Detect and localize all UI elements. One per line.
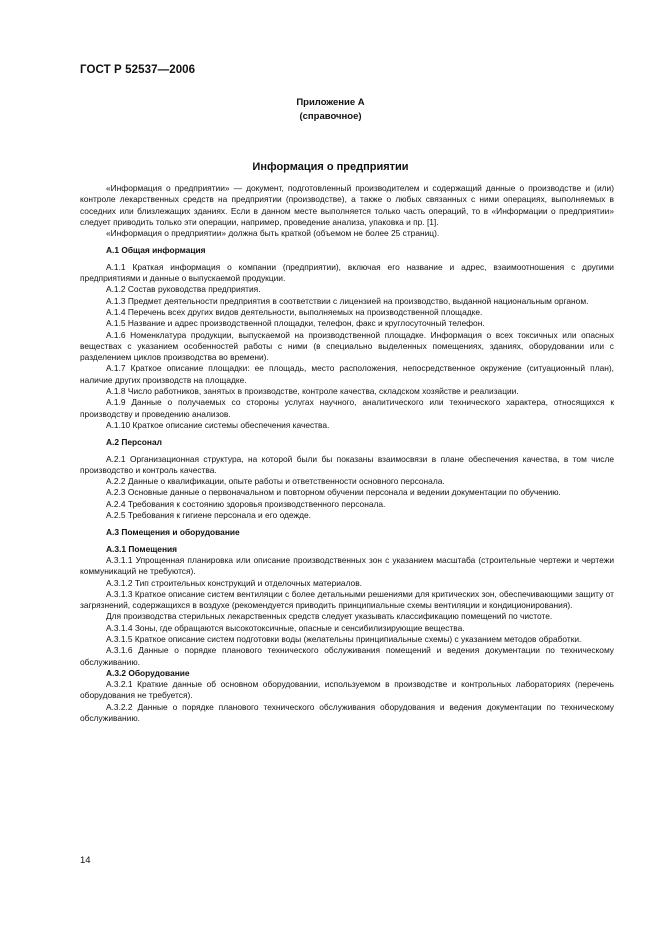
clause: А.1.2 Состав руководства предприятия. [106,284,261,295]
clause: А.2.2 Данные о квалификации, опыте работы и ответственности основного персонала. [106,476,445,487]
clause: А.1.8 Число работников, занятых в производстве, контроле качества, складском хозяйстве и реализации. [106,386,519,397]
clause: А.2.3 Основные данные о первоначальном и повторном обучении персонала и ведении документации по обучению. [106,487,561,498]
clause: А.3.1.2 Тип строительных конструкций и отделочных материалов. [106,577,362,588]
clause: А.1.3 Предмет деятельности предприятия в соответствии с лицензией на производство, выданной национальным органом. [106,295,589,306]
subsection-heading: А.3.2 Оборудование [106,667,190,678]
clause: А.1.10 Краткое описание системы обеспечения качества. [106,419,330,430]
clause: А.3.2.2 Данные о порядке планового технического обслуживания оборудования и ведения документации по техническому обслуживанию. [80,701,614,724]
clause: А.3.1.3 Краткое описание систем вентиляции с более детальными решениями для критических зон, обеспечивающими защиту от загрязнений, содержащихся в воздухе (рекомендуется приводить принципиальные схемы вентиляции и кондиционирования). [80,588,614,611]
clause: А.3.1.4 Зоны, где обращаются высокотоксичные, опасные и сенсибилизирующие вещества. [106,622,465,633]
clause: А.1.5 Название и адрес производственной площадки, телефон, факс и круглосуточный телефон. [106,318,485,329]
appendix-type: (справочное) [299,111,362,122]
section-heading: А.3 Помещения и оборудование [106,527,240,538]
clause: А.1.4 Перечень всех других видов деятельности, выполняемых на производственной площадке. [106,306,483,317]
appendix-label: Приложение А [296,97,365,108]
clause: А.2.4 Требования к состоянию здоровья производственного персонала. [106,498,386,509]
standard-header: ГОСТ Р 52537—2006 [80,64,196,76]
subsection-heading: А.3.1 Помещения [106,543,178,554]
clause: А.3.2.1 Краткие данные об основном оборудовании, используемом в производстве и контрольных лабораториях (перечень оборудования не требуется). [80,679,614,701]
clause: А.2.5 Требования к гигиене персонала и его одежде. [106,510,311,521]
clause: А.3.1.5 Краткое описание систем подготовки воды (желательны принципиальные схемы) с указанием методов обработки. [106,633,582,644]
clause: А.1.1 Краткая информация о компании (предприятии), включая его название и адрес, взаимоотношения с другими предприятиями и данные о выпускаемой продукции. [80,261,614,284]
clause: Для производства стерильных лекарственных средств следует указывать классификацию помещений по чистоте. [106,611,553,622]
clause: А.2.1 Организационная структура, на которой были бы показаны взаимосвязи в плане обеспечения качества, в том числе производство и контроль качества. [80,453,614,475]
clause: А.1.6 Номенклатура продукции, выпускаемой на производственной площадке. Информация о всех токсичных или опасных веществах с указанием особенностей работы с ними (в специально выделенных помещениях, зданиях, оборудовании или с разделением циклов производства во времени). [80,329,614,363]
paragraph: «Информация о предприятии» — документ, подготовленный производителем и содержащий данные о производстве и (или) контроле лекарственных средств на предприятии (производстве), а также о любых связанных с ними операциях, выполняемых в соседних или близлежащих зданиях. Если в данном месте выполняется только часть операций, то в «Информации о предприятии» следует приводить только эти операции, например, проведение анализа, упаковка и пр. [1]. [80,183,614,227]
section-heading: А.2 Персонал [106,437,162,448]
clause: А.3.1.1 Упрощенная планировка или описание производственных зон с указанием масштаба (строительные чертежи и чертежи коммуникаций не требуются). [80,554,614,577]
page-title: Информация о предприятии [252,161,409,173]
page-number: 14 [80,855,91,866]
clause: А.1.9 Данные о получаемых со стороны услугах научного, аналитического или технического характера, относящихся к производству и проведению анализов. [80,397,614,419]
clause: А.1.7 Краткое описание площадки: ее площадь, место расположения, непосредственное окружение (ситуационный план), наличие других производств на площадке. [80,363,614,385]
document-body [80,183,614,724]
clause: А.3.1.6 Данные о порядке планового технического обслуживания помещений и ведения документации по техническому обслуживанию. [80,645,614,667]
paragraph: «Информация о предприятии» должна быть краткой (объемом не более 25 страниц). [106,228,440,239]
section-heading: А.1 Общая информация [106,245,206,256]
